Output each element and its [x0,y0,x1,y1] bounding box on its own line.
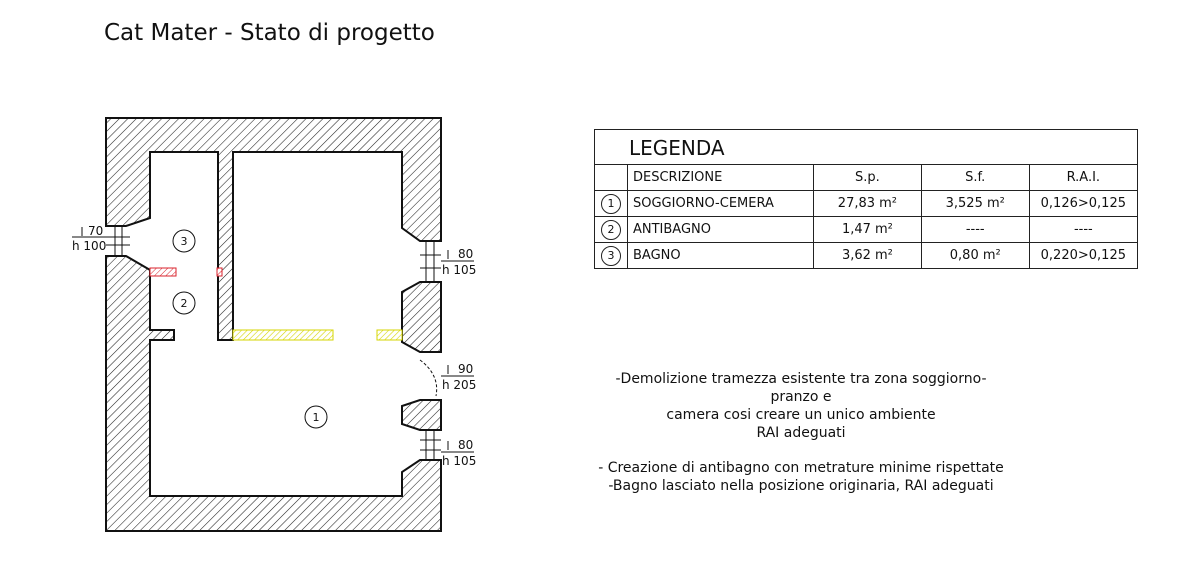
row-number: 2 [601,220,621,240]
note-line: - Creazione di antibagno con metrature minime rispettate [598,460,1004,476]
row-rai: 0,126>0,125 [1029,191,1137,217]
legend-table [594,129,1138,269]
opening-label-right-3 [441,438,476,468]
header-description: DESCRIZIONE [628,165,814,191]
window-right-2 [420,430,441,460]
new-wall-1 [233,330,333,340]
legend-title: LEGENDA [595,130,1137,165]
room-number-3: 3 [180,235,188,248]
room-number-1: 1 [312,411,320,424]
header-sf: S.f. [921,165,1029,191]
note-line: -Bagno lasciato nella posizione originaria, RAI adeguati [608,478,994,494]
opening-label-right-2 [441,362,476,392]
opening-width: 90 [458,362,474,376]
legend-row [595,243,1137,269]
legend-header-row [595,165,1137,191]
opening-height: h 205 [442,378,477,392]
window-left [106,226,130,256]
row-sp: 1,47 m² [814,217,922,243]
row-sf: 3,525 m² [921,191,1029,217]
row-sf: ---- [921,217,1029,243]
header-rai: R.A.I. [1029,165,1137,191]
row-rai: 0,220>0,125 [1040,248,1126,263]
row-description: SOGGIORNO-CEMERA [628,191,814,217]
outer-wall [106,118,441,531]
room-marker-2 [173,292,195,314]
note-line: RAI adeguati [756,425,846,441]
right-wall-pier-2 [402,400,441,430]
header-sp: S.p. [814,165,922,191]
legend-row [595,217,1137,243]
page-title: Cat Mater - Stato di progetto [104,20,435,46]
row-rai: ---- [1029,217,1137,243]
room-number-2: 2 [180,297,188,310]
row-number: 3 [601,246,621,266]
opening-label-left [72,224,106,253]
opening-height: h 105 [442,454,477,468]
demolition-wall-2 [217,268,222,276]
opening-height: h 105 [442,263,477,277]
legend-row [595,191,1137,217]
note-line: -Demolizione tramezza esistente tra zona soggiorno-pranzo e [615,371,987,405]
right-wall-pier-1 [402,282,441,352]
opening-width: 80 [458,247,474,261]
note-line: camera cosi creare un unico ambiente [666,407,936,423]
row-sp: 27,83 m² [814,191,922,217]
row-number: 1 [601,194,621,214]
room-marker-3 [173,230,195,252]
window-right-1 [420,241,441,282]
opening-label-right-1 [441,247,476,277]
opening-height: h 100 [72,239,107,253]
opening-width: 80 [458,438,474,452]
row-description: ANTIBAGNO [628,217,814,243]
door-swing [420,360,437,396]
demolition-wall-1 [150,268,176,276]
row-sp: 3,62 m² [814,243,922,269]
new-wall-2 [377,330,402,340]
notes [596,370,1006,495]
row-description: BAGNO [628,243,814,269]
room-marker-1 [305,406,327,428]
row-sf: 0,80 m² [921,243,1029,269]
opening-width: 70 [88,224,104,238]
